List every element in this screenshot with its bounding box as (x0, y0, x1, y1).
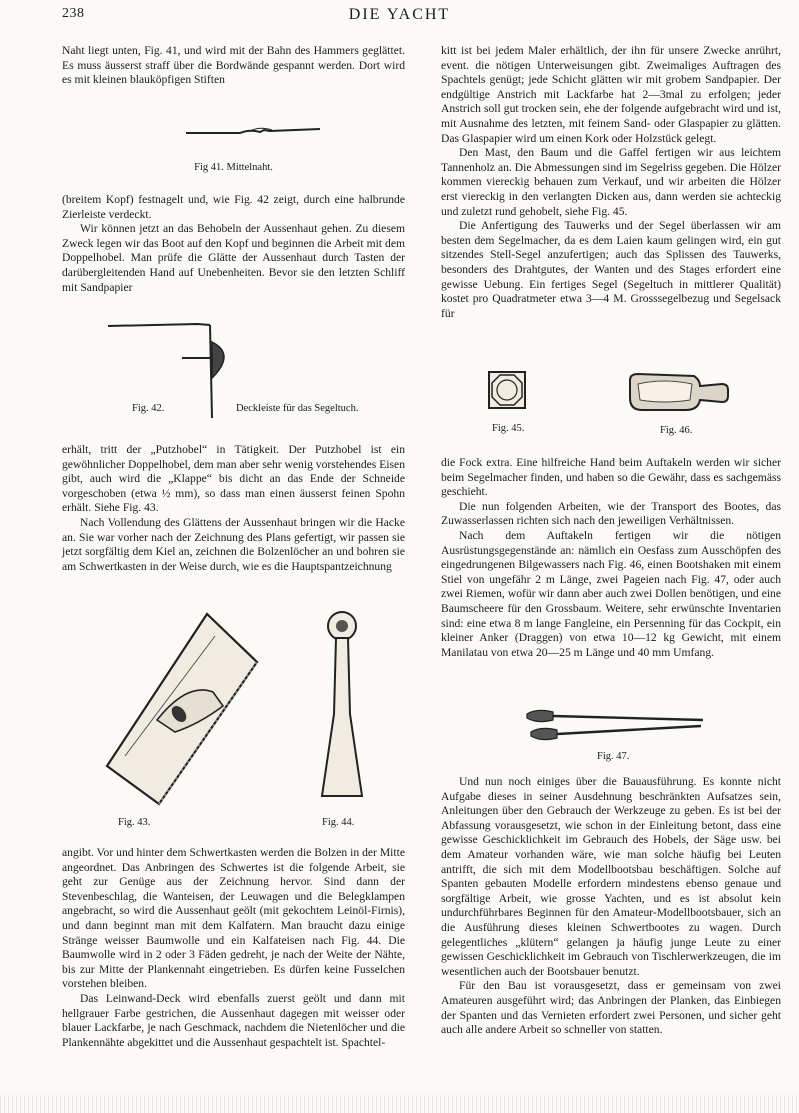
fig42-caption-text: Deckleiste für das Segeltuch. (236, 403, 359, 414)
fig44-caulking-iron-illustration (316, 606, 368, 812)
paragraph: Und nun noch einiges über die Bauausführung. Es konnte nicht Aufgabe dieses in seiner Ausdehnung beschränkten Aufsatzes sein, Anleitungen über den Gebrauch der Werkzeuge zu geben. Es ist bei der Abfassung vorausgesetzt, wie schon in der Einleitung betont, dass eine gewisse Geschicklichkeit im Gebrauch des Hobels, der Säge usw. bei dem Amateur vorhanden wäre, wie man solche häufig bei Leuten antrifft, die sich mit dem Modellbootsbau beschäftigen. Solche auf Spanten gebauten Modelle erfordern mindestens ebenso genaue und sorgfältige Arbeit, wie grosse Yachten, und es ist absolut kein undurchführbares Beginnen für den Amateur-Modellbootsbauer, sich an die Ausführung dieses kleinen Schwertbootes zu wagen. Durch gelegentliches „klütern“ gelangen ja häufig junge Leute zu einer gewissen Geschicklichkeit im Gebrauch von Tischlerwerkzeugen, die im wesentlichen auch der Bootsbauer benutzt. (441, 775, 781, 978)
paragraph: Naht liegt unten, Fig. 41, und wird mit der Bahn des Hammers geglättet. Es muss äusserst straff über die Bordwände gespannt werden. Dort wird es mit kleinen blauköpfigen Stiften (62, 44, 405, 87)
paragraph: Wir können jetzt an das Behobeln der Aussenhaut gehen. Zu diesem Zweck legen wir das Boot auf den Kopf und beginnen die Arbeit mit dem Doppelhobel. Man prüfe die Glätte der Aussenhaut durch Tasten der darübergleitenden Hand auf Unebenheiten. Bevor sie den letzten Schliff mit Sandpapier (62, 222, 405, 294)
right-col-block-3 (441, 775, 781, 1038)
left-col-block-2 (62, 193, 405, 295)
fig43-caption: Fig. 43. (118, 817, 151, 828)
paragraph: Nach Vollendung des Glättens der Aussenhaut bringen wir die Hacke an. Sie war vorher nach der Zeichnung des Plans gefertigt, wir passen sie jetzt sorgfältig dem Kiel an, zeichnen die Bolzenlöcher an und bohren sie am Schwertkasten in der Weise durch, wie es die Hauptspantzeichnung (62, 515, 405, 573)
fig45-spar-section-illustration (487, 370, 527, 410)
left-col-block-4 (62, 846, 405, 1050)
running-title: DIE YACHT (348, 6, 451, 23)
scan-edge-noise (0, 1095, 799, 1113)
fig41-illustration (180, 118, 330, 144)
left-col-block-3 (62, 443, 405, 574)
fig46-bailer-illustration (624, 370, 732, 418)
fig47-paddles-illustration (523, 704, 709, 748)
fig42-caption-number: Fig. 42. (132, 403, 165, 414)
paragraph: angibt. Vor und hinter dem Schwertkasten werden die Bolzen in der Mitte angeordnet. Das Anbringen des Schwertes ist die folgende Arbeit, sie geht zur Genüge aus der Zeichnung hervor. Sind dann der Stevenbeschlag, die Wanteisen, der Leuwagen und die Belegklampen angebracht, so wird die Aussenhaut geölt (mit gekochtem Leinöl-Firnis), und dann beginnt man mit dem Kalfatern. Man braucht dazu einige Stränge weisser Baumwolle und ein Kalfateisen nach Fig. 44. Die Baumwolle wird in 2 oder 3 Fäden gedreht, je nach der Weite der Nähte, bis zur Mitte der Plankennaht eingetrieben. Es dürfen keine Fusselchen vorstehen bleiben. (62, 846, 405, 991)
paragraph: Den Mast, den Baum und die Gaffel fertigen wir aus leichtem Tannenholz an. Die Abmessungen sind im Segelriss gegeben. Die Hölzer kommen viereckig behauen zum Verkauf, und wir arbeiten die Hölzer erst viereckig in den verlangten Dicken aus, dann werden sie achteckig und zuletzt rund gehobelt, siehe Fig. 45. (441, 146, 781, 218)
paragraph: erhält, tritt der „Putzhobel“ in Tätigkeit. Der Putzhobel ist ein gewöhnlicher Doppelhobel, dem man aber sehr wenig vorstehendes Eisen gibt, auch wird die „Klappe“ bis dicht an das Ende der Schneide vorgeschoben (etwa ½ mm), so dass man einen äusserst feinen Spohn erhält. Siehe Fig. 43. (62, 443, 405, 515)
page-header (0, 6, 799, 30)
paragraph: Nach dem Auftakeln fertigen wir die nötigen Ausrüstungsgegenstände an: nämlich ein Oesfass zum Ausschöpfen des eingedrungenen Bilgewassers nach Fig. 46, einen Bootshaken mit einem Stiel von ungefähr 2 m Länge, zwei Pageien nach Fig. 47, oder auch zwei Riemen, wofür wir dann aber auch zwei Dollen benötigen, und eine Baumscheere für den Grossbaum. Weitere, sehr erwünschte Inventarien sind: eine etwa 8 m lange Fangleine, ein Persenning für das Cockpit, ein kleiner Anker (Draggen) von etwa 10—12 kg Gewicht, mit einem Manilatau von etwa 20—25 m Länge und 40 mm Umfang. (441, 528, 781, 659)
page-number: 238 (62, 6, 85, 21)
right-col-block-2 (441, 456, 781, 660)
paragraph: Für den Bau ist vorausgesetzt, dass er gemeinsam von zwei Amateuren ausgeführt wird; das Anbringen der Planken, das Einbiegen der Spanten und das Vernieten erfordert zwei Personen, und sicher geht auch alle andere Arbeit so schneller von statten. (441, 979, 781, 1037)
left-col-block-1 (62, 44, 405, 88)
paragraph: (breitem Kopf) festnagelt und, wie Fig. 42 zeigt, durch eine halbrunde Zierleiste verdeckt. (62, 193, 405, 221)
fig47-caption: Fig. 47. (597, 751, 630, 762)
fig46-caption: Fig. 46. (660, 425, 693, 436)
paragraph: kitt ist bei jedem Maler erhältlich, der ihn für unsere Zwecke anrührt, event. die nötigen Unterweisungen gibt. Zweimaliges Auftragen des Spachtels genügt; jede Schicht glätten wir mit grobem Sandpapier. Der endgültige Anstrich mit Lackfarbe hat 2—3mal zu erfolgen; jeder Anstrich soll gut trocken sein, ehe der folgende aufgebracht wird und ist, mit Ausnahme des letzten, mit feinem Sand- oder Glaspapier zu glätten. Das Glaspapier wird um einen Kork oder Holzstück gelegt. (441, 44, 781, 145)
fig44-caption: Fig. 44. (322, 817, 355, 828)
paragraph: Die nun folgenden Arbeiten, wie der Transport des Bootes, das Zuwasserlassen richten sich nach den jeweiligen Verhältnissen. (441, 499, 781, 528)
fig41-caption: Fig 41. Mittelnaht. (194, 162, 273, 173)
fig45-caption: Fig. 45. (492, 423, 525, 434)
paragraph: Die Anfertigung des Tauwerks und der Segel überlassen wir am besten dem Segelmacher, da es dem Laien kaum gelingen wird, ein gut sitzendes Stell-Segel anzufertigen; auch das Splissen des Tauwerks, besonders des Drahtgutes, der Wanten und des Stages erfordert eine gewisse Uebung. Ein fertiges Segel (Segeltuch in mittlerer Qualität) kostet pro Quadratmeter etwa 3—4 M. Grosssegelbezug und Segelsack für (441, 219, 781, 320)
fig43-plane-illustration (95, 606, 265, 812)
paragraph: die Fock extra. Eine hilfreiche Hand beim Auftakeln werden wir sicher beim Segelmacher finden, und haben so die Gewähr, dass es sachgemäss geschieht. (441, 456, 781, 499)
right-col-block-1 (441, 44, 781, 321)
paragraph: Das Leinwand-Deck wird ebenfalls zuerst geölt und dann mit hellgrauer Farbe gestrichen, die Aussenhaut dagegen mit weisser oder blauer Lackfarbe, je nach Geschmack, nachdem die Nietenlöcher und die Plankennähte abgekittet und die Aussenhaut gespachtelt ist. Spachtel- (62, 991, 405, 1049)
